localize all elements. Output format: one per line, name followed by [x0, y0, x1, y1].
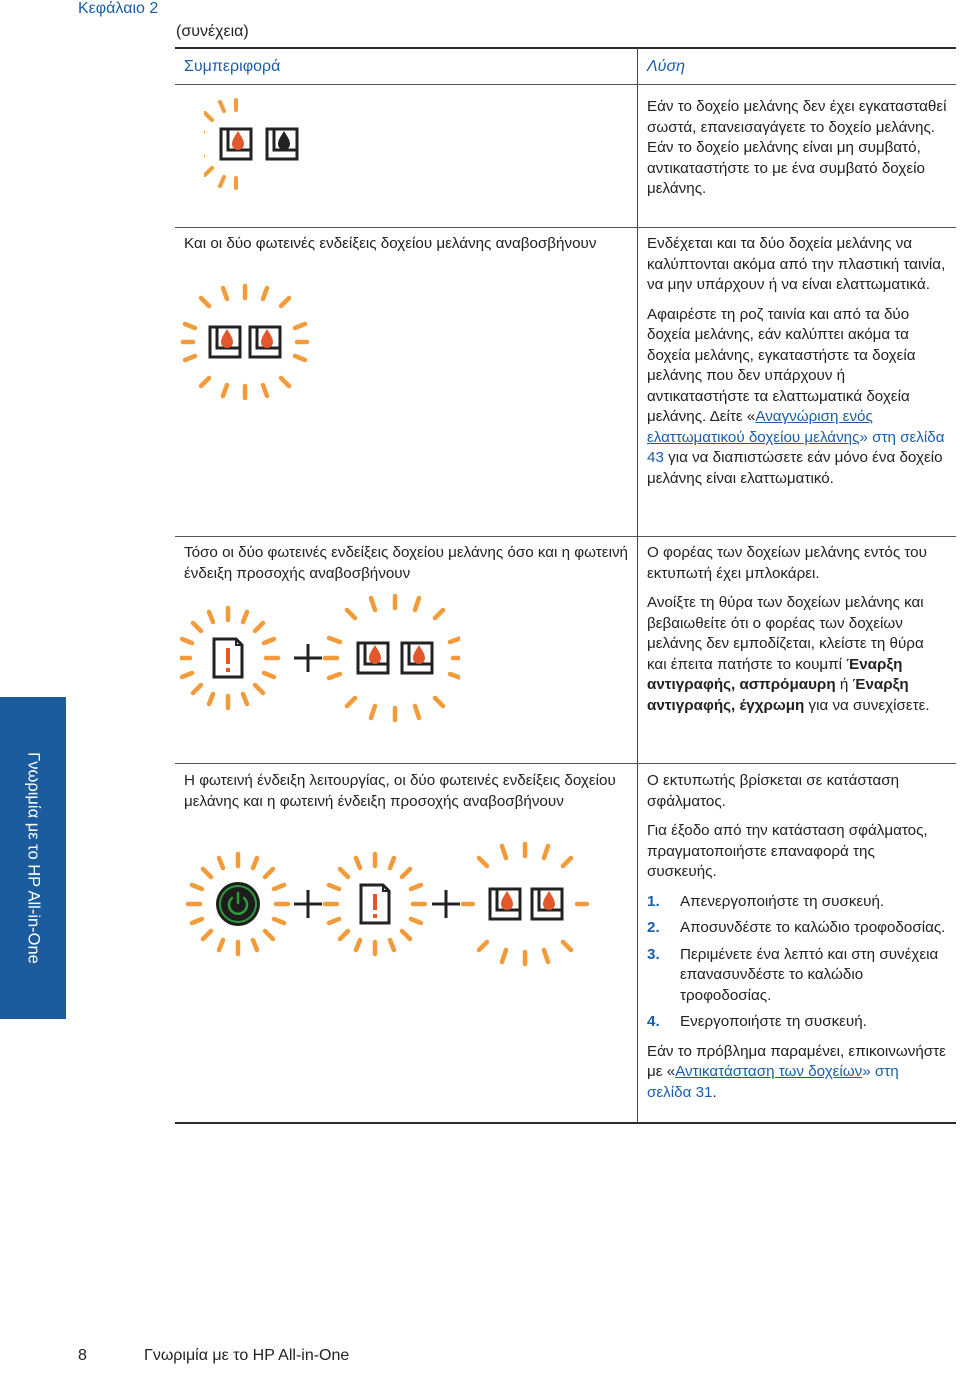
- row-4-solution-text-2: Για έξοδο από την κατάσταση σφάλματος, πραγματοποιήστε επαναφορά της συσκευής.: [647, 822, 928, 880]
- link-defective-cartridge[interactable]: Αναγνώριση ενός ελαττωματικού δοχείου μελάνης: [647, 408, 873, 446]
- row-3-behavior: Τόσο οι δύο φωτεινές ενδείξεις δοχείου μελάνης όσο και η φωτεινή ένδειξη προσοχής αναβοσβήνουν: [184, 544, 628, 582]
- list-item: 4. Ενεργοποιήστε τη συσκευή.: [647, 1013, 867, 1030]
- reset-steps-list: [647, 892, 947, 1033]
- row-3-solution: [647, 543, 947, 725]
- attention-plus-cartridge-lights-icon: [180, 594, 460, 724]
- continued-label: (συνέχεια): [176, 23, 249, 40]
- column-header-behavior: Συμπεριφορά: [184, 58, 281, 75]
- row-4-solution-final: Εάν το πρόβλημα παραμένει, επικοινωνήστε με «Αντικατάσταση των δοχείων» στη σελίδα 31.: [647, 1042, 946, 1101]
- row-4-behavior: Η φωτεινή ένδειξη λειτουργίας, οι δύο φωτεινές ενδείξεις δοχείου μελάνης και η φωτεινή ένδειξη προσοχής αναβοσβήνουν: [184, 772, 616, 810]
- row-1-solution: [647, 97, 947, 209]
- table-header-rule: [175, 84, 956, 85]
- chapter-label: Κεφάλαιο 2: [78, 0, 159, 17]
- row-divider-2: [175, 536, 956, 537]
- both-cartridge-lights-blinking-icon: [180, 284, 310, 400]
- cartridge-lights-icon: [204, 94, 314, 214]
- table-bottom-rule: [175, 1122, 956, 1124]
- power-attention-cartridge-lights-icon: [180, 842, 590, 970]
- table-top-rule: [175, 47, 956, 49]
- row-4-solution-text-1: Ο εκτυπωτής βρίσκεται σε κατάσταση σφάλματος.: [647, 772, 900, 810]
- side-tab: [0, 697, 66, 1019]
- link-page-ref-43[interactable]: » στη σελίδα 43: [647, 428, 945, 466]
- page-number: 8: [78, 1347, 87, 1364]
- row-2-solution-text-1: Ενδέχεται και τα δύο δοχεία μελάνης να καλύπτονται ακόμα από την πλαστική ταινία, να μην υπάρχουν ή να είναι ελαττωματικά.: [647, 235, 946, 293]
- footer-title: Γνωριμία με το HP All-in-One: [144, 1347, 350, 1364]
- link-replace-cartridges[interactable]: Αντικατάσταση των δοχείων: [675, 1063, 863, 1080]
- list-item: 3. Περιμένετε ένα λεπτό και στη συνέχεια επανασυνδέστε το καλώδιο τροφοδοσίας.: [647, 945, 939, 1004]
- column-divider: [637, 48, 638, 1123]
- row-2-solution: [647, 234, 947, 498]
- row-3-solution-text-1: Ο φορέας των δοχείων μελάνης εντός του εκτυπωτή έχει μπλοκάρει.: [647, 544, 927, 582]
- list-item: 2. Αποσυνδέστε το καλώδιο τροφοδοσίας.: [647, 919, 946, 936]
- row-divider-3: [175, 763, 956, 764]
- side-tab-label: Γνωριμία με το HP All-in-One: [24, 752, 43, 964]
- row-divider-1: [175, 227, 956, 228]
- row-2-solution-text-2: Αφαιρέστε τη ροζ ταινία και από τα δύο δοχεία μελάνης, εάν καλύπτει ακόμα τα δοχεία μελάνης, εγκαταστήστε τα δοχεία μελάνης που δεν υπάρχουν ή αντικαταστήστε τα ελαττωματικά δοχεία μελάνης. Δείτε «Αναγνώριση ενός ελαττωματικού δοχείου μελάνης» στη σελίδα 43 για να διαπιστώσετε εάν μόνο ένα δοχείο μελάνης είναι ελαττωματικό.: [647, 305, 945, 487]
- column-header-solution: Λύση: [647, 58, 685, 75]
- row-2-behavior: Και οι δύο φωτεινές ενδείξεις δοχείου μελάνης αναβοσβήνουν: [184, 235, 597, 252]
- link-page-ref-31[interactable]: » στη σελίδα 31: [647, 1063, 899, 1101]
- row-4-solution: [647, 771, 947, 1112]
- row-3-solution-text-2: Ανοίξτε τη θύρα των δοχείων μελάνης και βεβαιωθείτε ότι ο φορέας των δοχείων μελάνης δεν εμποδίζεται, κλείστε τη θύρα και έπειτα πατήστε το κουμπί Έναρξη αντιγραφής, ασπρόμαυρη ή Έναρξη αντιγραφής, έγχρωμη για να συνεχίσετε.: [647, 594, 930, 714]
- list-item: 1. Απενεργοποιήστε τη συσκευή.: [647, 892, 885, 910]
- row-1-solution-text: Εάν το δοχείο μελάνης δεν έχει εγκατασταθεί σωστά, επανεισαγάγετε το δοχείο μελάνης. Εάν το δοχείο μελάνης είναι μη συμβατό, αντικαταστήστε το με ένα συμβατό δοχείο μελάνης.: [647, 98, 947, 197]
